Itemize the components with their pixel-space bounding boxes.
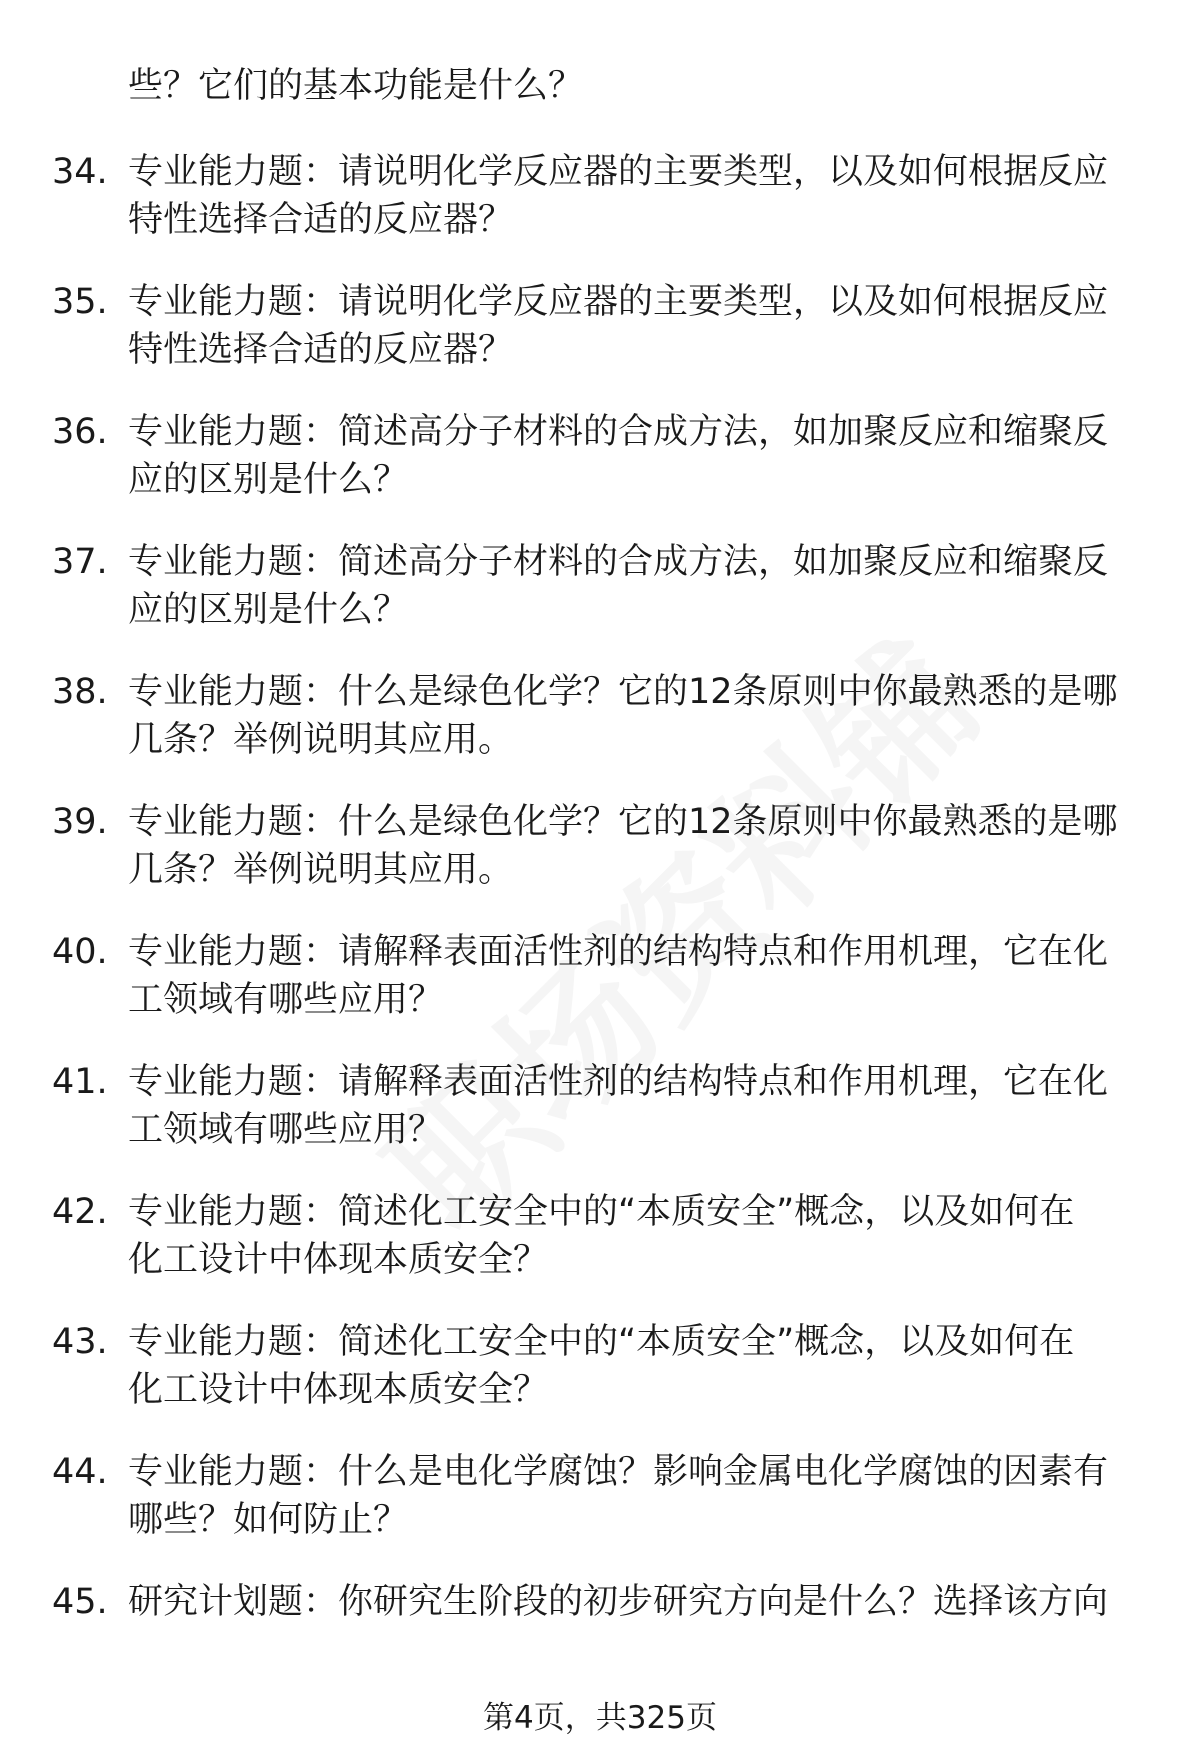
list-item [0, 798, 1200, 928]
list-item [0, 148, 1200, 278]
list-item [0, 278, 1200, 408]
item-text-line-1: 专业能力题：简述化工安全中的“本质安全”概念，以及如何在 [128, 1322, 1075, 1362]
list-item [0, 1578, 1200, 1708]
item-text-line-1: 专业能力题：什么是绿色化学？它的12条原则中你最熟悉的是哪 [128, 672, 1118, 712]
item-number: 43. [52, 1322, 108, 1362]
list-item [0, 1318, 1200, 1448]
question-list [0, 148, 1200, 1708]
list-item [0, 1448, 1200, 1578]
list-item [0, 408, 1200, 538]
item-text-line-2: 几条？举例说明其应用。 [128, 850, 514, 890]
item-text-line-2: 应的区别是什么？ [128, 590, 409, 630]
item-number: 35. [52, 282, 108, 322]
item-text-line-1: 专业能力题：简述高分子材料的合成方法，如加聚反应和缩聚反 [128, 412, 1109, 452]
item-text-line-1: 研究计划题：你研究生阶段的初步研究方向是什么？选择该方向 [128, 1582, 1109, 1622]
item-number: 36. [52, 412, 108, 452]
item-text-line-2: 化工设计中体现本质安全？ [128, 1370, 549, 1410]
item-text-line-2: 应的区别是什么？ [128, 460, 409, 500]
item-number: 45. [52, 1582, 108, 1622]
item-text-line-2: 特性选择合适的反应器？ [128, 200, 514, 240]
item-text-line-2: 工领域有哪些应用？ [128, 1110, 444, 1150]
list-item [0, 538, 1200, 668]
item-text-line-1: 专业能力题：简述化工安全中的“本质安全”概念，以及如何在 [128, 1192, 1075, 1232]
item-number: 37. [52, 542, 108, 582]
item-number: 34. [52, 152, 108, 192]
item-text-line-1: 专业能力题：请说明化学反应器的主要类型，以及如何根据反应 [128, 282, 1109, 322]
item-text-line-1: 专业能力题：什么是绿色化学？它的12条原则中你最熟悉的是哪 [128, 802, 1118, 842]
continuation-text: 些？它们的基本功能是什么？ [128, 66, 584, 106]
item-number: 39. [52, 802, 108, 842]
page-footer: 第4页，共325页 [483, 1700, 717, 1736]
item-text-line-1: 专业能力题：请解释表面活性剂的结构特点和作用机理，它在化 [128, 932, 1109, 972]
item-number: 42. [52, 1192, 108, 1232]
item-text-line-1: 专业能力题：简述高分子材料的合成方法，如加聚反应和缩聚反 [128, 542, 1109, 582]
item-number: 44. [52, 1452, 108, 1492]
item-text-line-1: 专业能力题：请解释表面活性剂的结构特点和作用机理，它在化 [128, 1062, 1109, 1102]
list-item [0, 928, 1200, 1058]
list-item [0, 1188, 1200, 1318]
item-text-line-1: 专业能力题：请说明化学反应器的主要类型，以及如何根据反应 [128, 152, 1109, 192]
item-number: 38. [52, 672, 108, 712]
item-text-line-2: 工领域有哪些应用？ [128, 980, 444, 1020]
item-text-line-2: 哪些？如何防止？ [128, 1500, 409, 1540]
list-item [0, 668, 1200, 798]
item-text-line-1: 专业能力题：什么是电化学腐蚀？影响金属电化学腐蚀的因素有 [128, 1452, 1109, 1492]
item-text-line-2: 特性选择合适的反应器？ [128, 330, 514, 370]
list-item [0, 1058, 1200, 1188]
item-text-line-2: 几条？举例说明其应用。 [128, 720, 514, 760]
item-number: 41. [52, 1062, 108, 1102]
item-number: 40. [52, 932, 108, 972]
item-text-line-2: 化工设计中体现本质安全？ [128, 1240, 549, 1280]
